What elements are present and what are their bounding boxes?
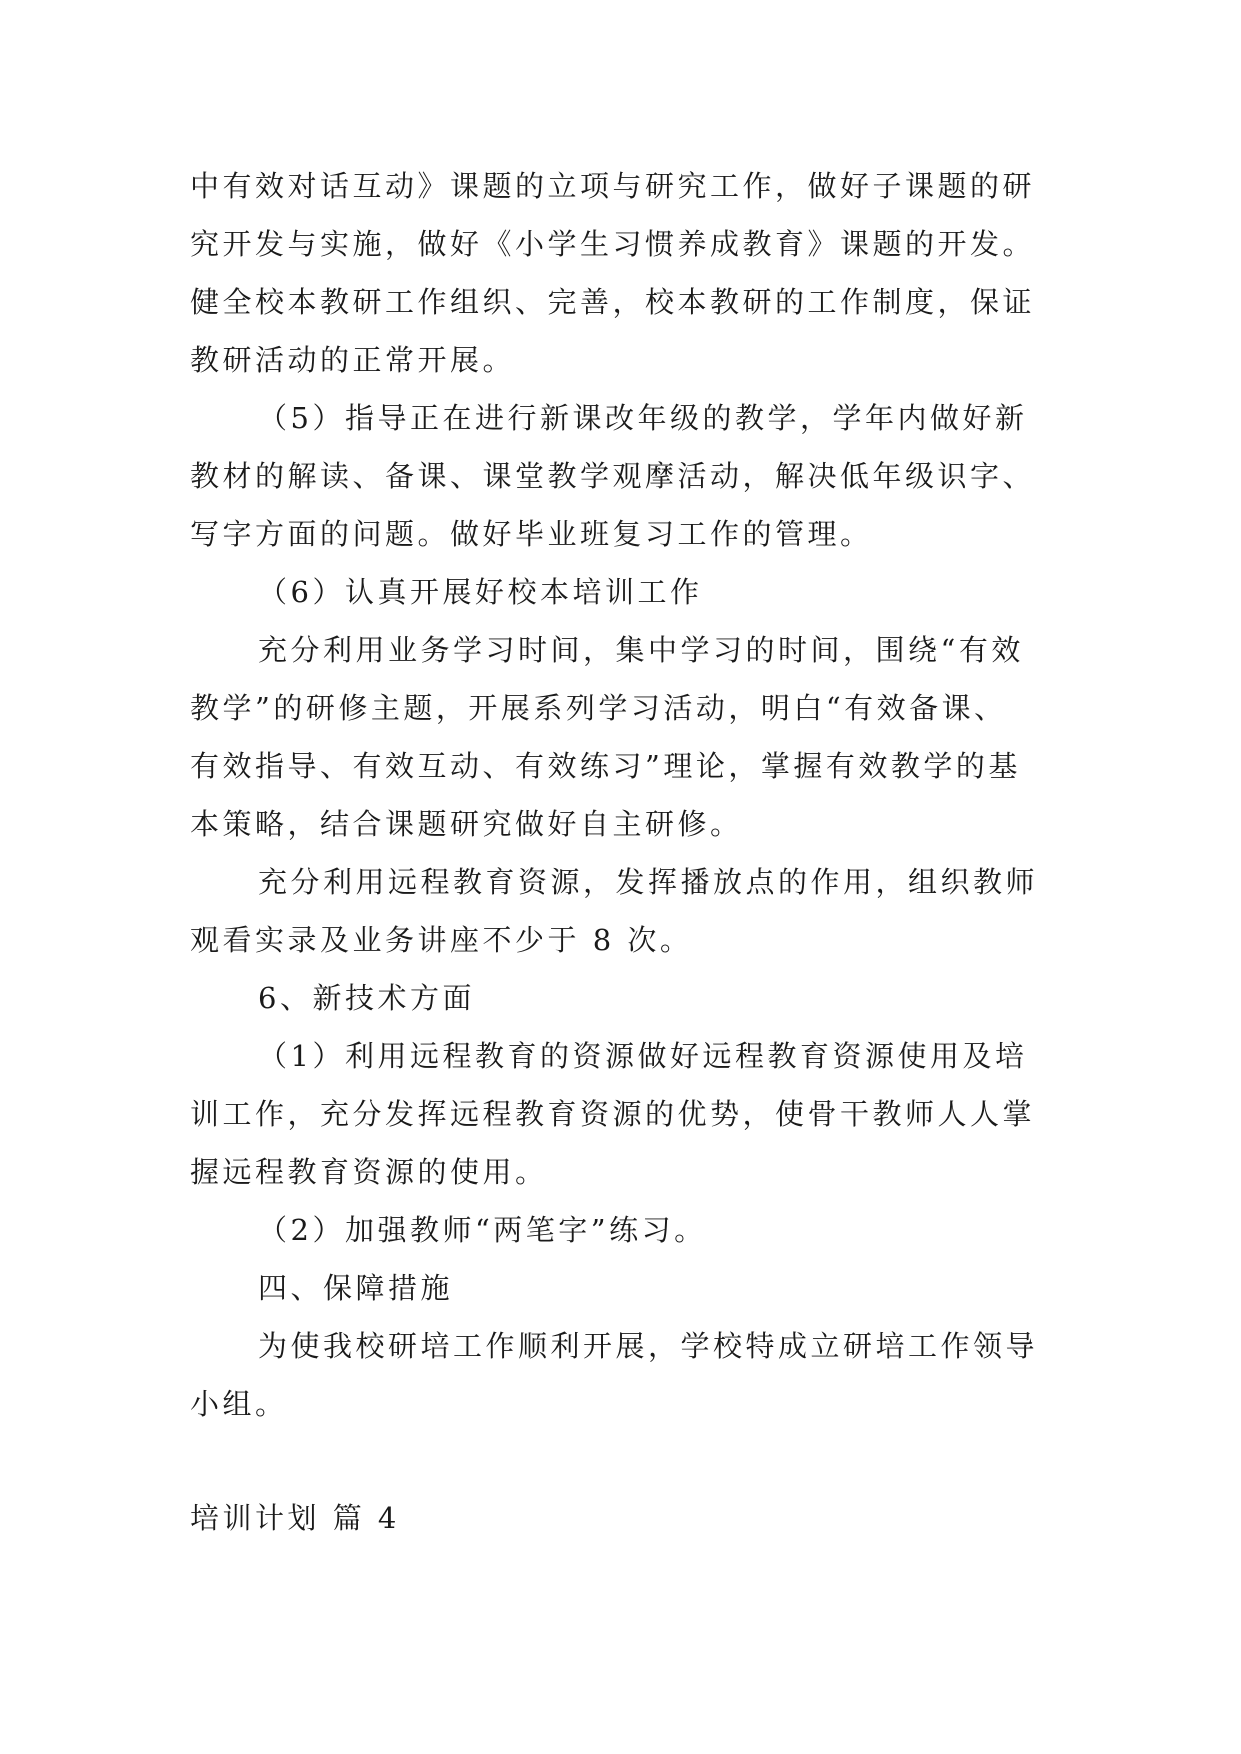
text-line-1: 中有效对话互动》课题的立项与研究工作，做好子课题的研	[190, 169, 1036, 203]
section-heading: 四、保障措施	[258, 1271, 454, 1305]
text-line-16: （1）利用远程教育的资源做好远程教育资源使用及培	[258, 1039, 1028, 1073]
text-line-18: 握远程教育资源的使用。	[190, 1155, 548, 1189]
text-line-10: 教学”的研修主题，开展系列学习活动，明白“有效备课、	[190, 691, 1007, 725]
text-line-15: 6、新技术方面	[258, 981, 475, 1015]
text-line-21: 为使我校研培工作顺利开展，学校特成立研培工作领导	[258, 1329, 1039, 1363]
text-line-11: 有效指导、有效互动、有效练习”理论，掌握有效教学的基	[190, 749, 1021, 783]
text-line-8: （6）认真开展好校本培训工作	[258, 575, 703, 609]
text-line-2: 究开发与实施，做好《小学生习惯养成教育》课题的开发。	[190, 227, 1036, 261]
text-line-4: 教研活动的正常开展。	[190, 343, 516, 377]
text-line-5: （5）指导正在进行新课改年级的教学，学年内做好新	[258, 401, 1028, 435]
text-line-19: （2）加强教师“两笔字”练习。	[258, 1213, 707, 1247]
text-line-14: 观看实录及业务讲座不少于 8 次。	[190, 923, 693, 957]
plan-title: 培训计划 篇 4	[190, 1501, 400, 1535]
text-line-12: 本策略，结合课题研究做好自主研修。	[190, 807, 743, 841]
text-line-9: 充分利用业务学习时间，集中学习的时间，围绕“有效	[258, 633, 1024, 667]
text-line-3: 健全校本教研工作组织、完善，校本教研的工作制度，保证	[190, 285, 1036, 319]
text-line-7: 写字方面的问题。做好毕业班复习工作的管理。	[190, 517, 873, 551]
text-line-13: 充分利用远程教育资源，发挥播放点的作用，组织教师	[258, 865, 1039, 899]
text-line-6: 教材的解读、备课、课堂教学观摩活动，解决低年级识字、	[190, 459, 1036, 493]
text-line-22: 小组。	[190, 1387, 288, 1421]
text-line-17: 训工作，充分发挥远程教育资源的优势，使骨干教师人人掌	[190, 1097, 1036, 1131]
